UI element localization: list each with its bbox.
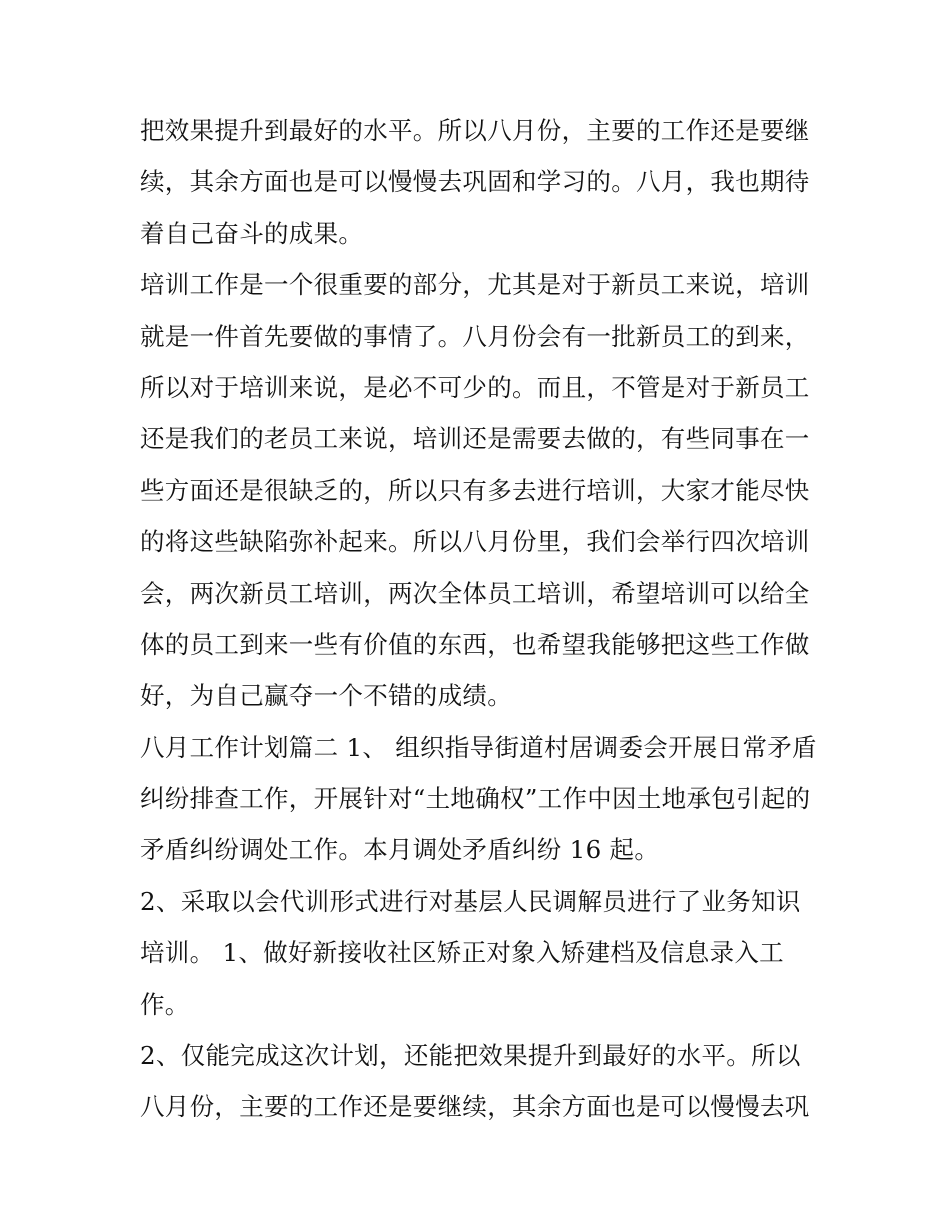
- text-line: 些方面还是很缺乏的，所以只有多去进行培训，大家才能尽快: [140, 475, 810, 505]
- text-line: 作。: [140, 989, 190, 1019]
- document-body: [140, 105, 820, 1133]
- text-line: 2、仅能完成这次计划，还能把效果提升到最好的水平。所以: [140, 1041, 801, 1071]
- text-line: 会，两次新员工培训，两次全体员工培训，希望培训可以给全: [140, 578, 810, 608]
- text-line: 纠纷排查工作，开展针对“土地确权”工作中因土地承包引起的: [140, 784, 811, 814]
- text-line: 好，为自己赢夺一个不错的成绩。: [140, 681, 512, 711]
- text-line: 所以对于培训来说，是必不可少的。而且，不管是对于新员工: [140, 372, 810, 402]
- text-line: 八月份，主要的工作还是要继续，其余方面也是可以慢慢去巩: [140, 1092, 810, 1122]
- text-line: 还是我们的老员工来说，培训还是需要去做的，有些同事在一: [140, 424, 810, 454]
- text-line: 的将这些缺陷弥补起来。所以八月份里，我们会举行四次培训: [140, 527, 810, 557]
- text-line: 着自己奋斗的成果。: [140, 218, 364, 248]
- text-line: 体的员工到来一些有价值的东西，也希望我能够把这些工作做: [140, 629, 810, 659]
- text-line: 续，其余方面也是可以慢慢去巩固和学习的。八月，我也期待: [140, 167, 810, 197]
- text-line: 培训工作是一个很重要的部分，尤其是对于新员工来说，培训: [140, 270, 810, 300]
- text-line: 2、采取以会代训形式进行对基层人民调解员进行了业务知识: [140, 886, 801, 916]
- text-line: 矛盾纠纷调处工作。本月调处矛盾纠纷 16 起。: [140, 835, 660, 865]
- text-line: 就是一件首先要做的事情了。八月份会有一批新员工的到来，: [140, 321, 810, 351]
- text-line: 培训。 1、做好新接收社区矫正对象入矫建档及信息录入工: [140, 938, 784, 968]
- text-line: 八月工作计划篇二 1、 组织指导街道村居调委会开展日常矛盾: [140, 732, 817, 762]
- text-line: 把效果提升到最好的水平。所以八月份，主要的工作还是要继: [140, 116, 810, 145]
